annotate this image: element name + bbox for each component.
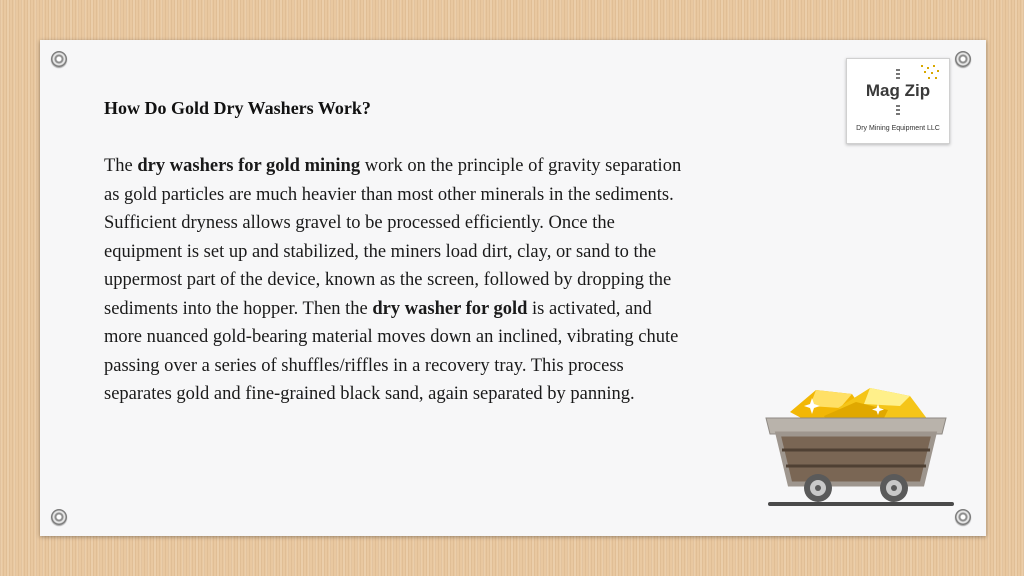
text-run: separates gold and fine-grained black sand, again separated by panning. (104, 384, 635, 404)
paragraph-line (104, 238, 844, 267)
body-paragraph (104, 152, 844, 409)
paragraph-line (104, 380, 844, 409)
paragraph-line (104, 152, 844, 181)
mine-cart-icon (760, 376, 960, 514)
text-run: passing over a series of shuffles/riffles in a recovery tray. This process (104, 355, 624, 376)
logo-dots-icon (919, 63, 941, 83)
text-run: sediments into the hopper. Then the (104, 298, 373, 319)
logo-brand-text: Mag Zip (865, 81, 931, 100)
paragraph-line (104, 295, 844, 324)
text-run: equipment is set up and stabilized, the miners load dirt, clay, or sand to the (104, 241, 657, 262)
text-run: work on the principle of gravity separation (360, 156, 682, 176)
text-run: more nuanced gold-bearing material moves down an inclined, vibrating chute (104, 327, 679, 347)
paragraph-line (104, 209, 844, 238)
text-run: as gold particles are much heavier than most other minerals in the sediments. (104, 184, 674, 205)
screw-icon (51, 51, 67, 67)
screw-icon (955, 51, 971, 67)
slide-title: How Do Gold Dry Washers Work? (104, 98, 371, 118)
text-run: is activated, and (527, 298, 652, 319)
company-logo (846, 58, 950, 144)
bold-keyword: dry washers for gold mining (137, 156, 361, 176)
text-run: Sufficient dryness allows gravel to be processed efficiently. Once the (104, 213, 615, 233)
paragraph-line (104, 181, 844, 210)
screw-icon (51, 509, 67, 525)
text-run: The (104, 156, 138, 176)
paragraph-line (104, 323, 844, 352)
paragraph-line (104, 266, 844, 295)
bold-keyword: dry washer for gold (372, 298, 528, 319)
text-run: uppermost part of the device, known as the screen, followed by dropping the (104, 270, 672, 290)
logo-tagline: Dry Mining Equipment LLC (856, 125, 940, 132)
paragraph-line (104, 352, 844, 381)
